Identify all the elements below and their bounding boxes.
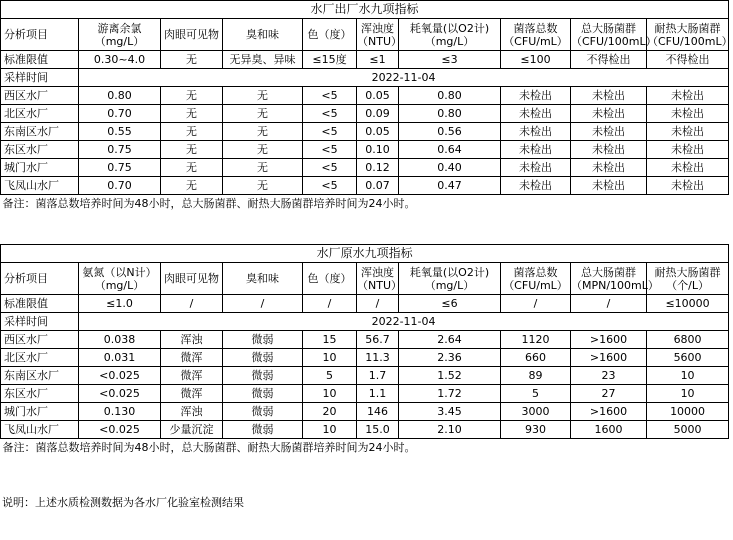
limit-cell: 无异臭、异味 xyxy=(223,51,303,69)
plant-name: 西区水厂 xyxy=(1,87,79,105)
value-cell: 0.07 xyxy=(357,177,399,195)
value-cell: <5 xyxy=(303,105,357,123)
raw-water-table xyxy=(0,244,729,456)
column-header-line: （个/L） xyxy=(666,278,709,292)
limit-cell: ≤1 xyxy=(357,51,399,69)
column-header-line: 菌落总数 xyxy=(513,21,558,35)
value-cell: <5 xyxy=(303,87,357,105)
column-header-line: 肉眼可见物 xyxy=(164,28,219,41)
limit-cell: / xyxy=(357,295,399,313)
value-cell: 5 xyxy=(501,385,571,403)
value-cell: 未检出 xyxy=(647,177,729,195)
limit-row xyxy=(1,51,729,69)
limit-cell: / xyxy=(303,295,357,313)
value-cell: 1.72 xyxy=(399,385,501,403)
value-cell: 无 xyxy=(161,141,223,159)
column-header-line: 氨氮（以N计） xyxy=(82,265,157,279)
table-row xyxy=(1,159,729,177)
value-cell: 10 xyxy=(303,385,357,403)
value-cell: 微弱 xyxy=(223,403,303,421)
value-cell: 无 xyxy=(161,177,223,195)
value-cell: <5 xyxy=(303,123,357,141)
value-cell: 未检出 xyxy=(501,141,571,159)
value-cell: >1600 xyxy=(571,403,647,421)
value-cell: 23 xyxy=(571,367,647,385)
value-cell: 20 xyxy=(303,403,357,421)
value-cell: 0.10 xyxy=(357,141,399,159)
column-header xyxy=(571,19,657,51)
value-cell: 未检出 xyxy=(647,141,729,159)
column-header-line: 浑浊度 xyxy=(361,21,394,35)
value-cell: 5 xyxy=(303,367,357,385)
table-row xyxy=(1,385,729,403)
limit-cell: ≤10000 xyxy=(647,295,729,313)
value-cell: 2.36 xyxy=(399,349,501,367)
value-cell: 未检出 xyxy=(647,159,729,177)
value-cell: 未检出 xyxy=(571,105,647,123)
value-cell: 0.47 xyxy=(399,177,501,195)
value-cell: 0.64 xyxy=(399,141,501,159)
value-cell: >1600 xyxy=(571,331,647,349)
column-header-line: 肉眼可见物 xyxy=(164,272,219,285)
value-cell: 2.64 xyxy=(399,331,501,349)
column-header xyxy=(1,19,79,51)
column-header-line: 耗氧量(以O2计) xyxy=(409,21,490,35)
value-cell: 56.7 xyxy=(357,331,399,349)
value-cell: 微弱 xyxy=(223,367,303,385)
column-header-line: （CFU/100mL） xyxy=(571,34,657,48)
column-header xyxy=(223,19,303,51)
limit-cell: / xyxy=(501,295,571,313)
sample-date: 2022-11-04 xyxy=(79,69,729,87)
value-cell: 660 xyxy=(501,349,571,367)
value-cell: 无 xyxy=(161,123,223,141)
column-header-line: 分析项目 xyxy=(4,28,48,41)
value-cell: 未检出 xyxy=(571,177,647,195)
table-title-row xyxy=(1,1,729,19)
limit-cell: ≤100 xyxy=(501,51,571,69)
value-cell: 无 xyxy=(161,87,223,105)
finished-water-table xyxy=(0,0,733,212)
plant-name: 北区水厂 xyxy=(1,349,79,367)
value-cell: 未检出 xyxy=(647,105,729,123)
plant-name: 北区水厂 xyxy=(1,105,79,123)
value-cell: 15.0 xyxy=(357,421,399,439)
value-cell: 1.52 xyxy=(399,367,501,385)
limit-cell: ≤6 xyxy=(399,295,501,313)
value-cell: <0.025 xyxy=(79,421,161,439)
note-row xyxy=(1,439,729,457)
plant-name: 城门水厂 xyxy=(1,403,79,421)
column-header xyxy=(79,19,161,51)
value-cell: 0.56 xyxy=(399,123,501,141)
value-cell: <0.025 xyxy=(79,385,161,403)
value-cell: 0.80 xyxy=(399,105,501,123)
value-cell: 0.70 xyxy=(79,105,161,123)
value-cell: 930 xyxy=(501,421,571,439)
value-cell: 0.70 xyxy=(79,177,161,195)
row-label: 采样时间 xyxy=(1,313,79,331)
sample-time-row xyxy=(1,69,729,87)
value-cell: 无 xyxy=(223,87,303,105)
value-cell: 未检出 xyxy=(501,105,571,123)
column-header-line: 色（度） xyxy=(307,272,352,285)
plant-name: 东南区水厂 xyxy=(1,367,79,385)
value-cell: 浑浊 xyxy=(161,403,223,421)
limit-cell: 无 xyxy=(161,51,223,69)
column-header-line: （CFU/100mL） xyxy=(647,34,733,48)
limit-row xyxy=(1,295,729,313)
column-header-line: 耐热大肠菌群 xyxy=(654,21,721,35)
column-header-line: （NTU） xyxy=(357,278,402,292)
value-cell: 微弱 xyxy=(223,349,303,367)
value-cell: 微浑 xyxy=(161,385,223,403)
table-title: 水厂出厂水九项指标 xyxy=(1,1,729,19)
column-header-line: 耐热大肠菌群 xyxy=(654,265,721,279)
note-row xyxy=(1,195,729,213)
table-row xyxy=(1,403,729,421)
value-cell: 无 xyxy=(161,159,223,177)
row-label: 采样时间 xyxy=(1,69,79,87)
value-cell: 微弱 xyxy=(223,331,303,349)
table-title: 水厂原水九项指标 xyxy=(1,245,729,263)
value-cell: 未检出 xyxy=(571,141,647,159)
value-cell: 1.1 xyxy=(357,385,399,403)
sample-date: 2022-11-04 xyxy=(79,313,729,331)
column-header-line: （NTU） xyxy=(357,34,402,48)
value-cell: 5600 xyxy=(647,349,729,367)
column-header-line: （mg/L） xyxy=(424,278,475,292)
value-cell: 11.3 xyxy=(357,349,399,367)
value-cell: 0.75 xyxy=(79,159,161,177)
value-cell: 146 xyxy=(357,403,399,421)
value-cell: 0.031 xyxy=(79,349,161,367)
value-cell: 0.12 xyxy=(357,159,399,177)
value-cell: 无 xyxy=(223,141,303,159)
column-header-line: 游离余氯 xyxy=(97,21,142,35)
table-note: 备注：菌落总数培养时间为48小时，总大肠菌群、耐热大肠菌群培养时间为24小时。 xyxy=(1,195,729,213)
limit-cell: ≤3 xyxy=(399,51,501,69)
value-cell: 未检出 xyxy=(501,159,571,177)
column-header xyxy=(501,19,571,51)
column-header xyxy=(161,263,223,295)
column-header-line: （MPN/100mL） xyxy=(571,278,659,292)
value-cell: 未检出 xyxy=(647,123,729,141)
table-note: 备注：菌落总数培养时间为48小时，总大肠菌群、耐热大肠菌群培养时间为24小时。 xyxy=(1,439,729,457)
value-cell: 微浑 xyxy=(161,349,223,367)
value-cell: <5 xyxy=(303,141,357,159)
table-row xyxy=(1,123,729,141)
value-cell: <5 xyxy=(303,159,357,177)
value-cell: 1600 xyxy=(571,421,647,439)
table-row xyxy=(1,141,729,159)
column-header-line: （mg/L） xyxy=(94,34,145,48)
value-cell: 未检出 xyxy=(571,123,647,141)
table-row xyxy=(1,105,729,123)
plant-name: 飞凤山水厂 xyxy=(1,421,79,439)
limit-cell: / xyxy=(161,295,223,313)
value-cell: 1120 xyxy=(501,331,571,349)
limit-cell: 不得检出 xyxy=(571,51,647,69)
plant-name: 飞凤山水厂 xyxy=(1,177,79,195)
value-cell: 未检出 xyxy=(501,123,571,141)
column-header xyxy=(357,263,402,295)
value-cell: 无 xyxy=(223,123,303,141)
value-cell: 0.75 xyxy=(79,141,161,159)
value-cell: 无 xyxy=(223,159,303,177)
value-cell: 1.7 xyxy=(357,367,399,385)
header-row xyxy=(1,19,729,51)
value-cell: 89 xyxy=(501,367,571,385)
column-header xyxy=(399,263,501,295)
column-header-line: 浑浊度 xyxy=(361,265,394,279)
value-cell: 未检出 xyxy=(647,87,729,105)
column-header-line: 总大肠菌群 xyxy=(581,265,636,279)
value-cell: 0.09 xyxy=(357,105,399,123)
table-title-row xyxy=(1,245,729,263)
value-cell: 10 xyxy=(647,385,729,403)
column-header xyxy=(161,19,223,51)
column-header-line: （mg/L） xyxy=(94,278,145,292)
column-header xyxy=(303,263,357,295)
value-cell: 微弱 xyxy=(223,421,303,439)
column-header-line: 臭和味 xyxy=(246,272,279,285)
column-header xyxy=(571,263,659,295)
column-header-line: 色（度） xyxy=(307,28,352,41)
plant-name: 西区水厂 xyxy=(1,331,79,349)
column-header xyxy=(303,19,357,51)
value-cell: <5 xyxy=(303,177,357,195)
value-cell: 10 xyxy=(303,349,357,367)
value-cell: 27 xyxy=(571,385,647,403)
column-header xyxy=(79,263,161,295)
table-row xyxy=(1,421,729,439)
value-cell: 无 xyxy=(161,105,223,123)
plant-name: 东南区水厂 xyxy=(1,123,79,141)
value-cell: 0.40 xyxy=(399,159,501,177)
plant-name: 城门水厂 xyxy=(1,159,79,177)
value-cell: >1600 xyxy=(571,349,647,367)
value-cell: 少量沉淀 xyxy=(161,421,223,439)
column-header-line: 菌落总数 xyxy=(513,265,558,279)
limit-cell: 0.30~4.0 xyxy=(79,51,161,69)
value-cell: 3000 xyxy=(501,403,571,421)
table-row xyxy=(1,331,729,349)
value-cell: 未检出 xyxy=(501,87,571,105)
sample-time-row xyxy=(1,313,729,331)
plant-name: 东区水厂 xyxy=(1,141,79,159)
column-header xyxy=(399,19,501,51)
limit-cell: ≤15度 xyxy=(303,51,357,69)
value-cell: 10 xyxy=(303,421,357,439)
value-cell: 未检出 xyxy=(501,177,571,195)
value-cell: 10000 xyxy=(647,403,729,421)
table-row xyxy=(1,367,729,385)
column-header-line: （CFU/mL） xyxy=(503,278,568,292)
value-cell: 浑浊 xyxy=(161,331,223,349)
value-cell: 未检出 xyxy=(571,159,647,177)
column-header xyxy=(357,19,402,51)
value-cell: 微弱 xyxy=(223,385,303,403)
row-label: 标准限值 xyxy=(1,51,79,69)
column-header-line: （CFU/mL） xyxy=(503,34,568,48)
table-row xyxy=(1,349,729,367)
value-cell: 微浑 xyxy=(161,367,223,385)
column-header-line: 耗氧量(以O2计) xyxy=(409,265,490,279)
table-row xyxy=(1,87,729,105)
value-cell: 0.05 xyxy=(357,123,399,141)
value-cell: 6800 xyxy=(647,331,729,349)
value-cell: 0.55 xyxy=(79,123,161,141)
value-cell: 未检出 xyxy=(571,87,647,105)
limit-cell: 不得检出 xyxy=(647,51,729,69)
column-header xyxy=(1,263,79,295)
column-header-line: 总大肠菌群 xyxy=(581,21,636,35)
value-cell: 0.05 xyxy=(357,87,399,105)
value-cell: 0.80 xyxy=(79,87,161,105)
value-cell: 0.038 xyxy=(79,331,161,349)
value-cell: 无 xyxy=(223,177,303,195)
value-cell: 10 xyxy=(647,367,729,385)
column-header-line: 臭和味 xyxy=(246,28,279,41)
header-row xyxy=(1,263,729,295)
value-cell: 0.80 xyxy=(399,87,501,105)
plant-name: 东区水厂 xyxy=(1,385,79,403)
column-header-line: （mg/L） xyxy=(424,34,475,48)
column-header xyxy=(501,263,571,295)
limit-cell: ≤1.0 xyxy=(79,295,161,313)
column-header xyxy=(647,19,733,51)
value-cell: 15 xyxy=(303,331,357,349)
value-cell: 2.10 xyxy=(399,421,501,439)
limit-cell: / xyxy=(223,295,303,313)
table-row xyxy=(1,177,729,195)
value-cell: 3.45 xyxy=(399,403,501,421)
summary-note: 说明：上述水质检测数据为各水厂化验室检测结果 xyxy=(2,496,244,509)
value-cell: 5000 xyxy=(647,421,729,439)
value-cell: 0.130 xyxy=(79,403,161,421)
column-header xyxy=(223,263,303,295)
value-cell: 无 xyxy=(223,105,303,123)
limit-cell: / xyxy=(571,295,647,313)
row-label: 标准限值 xyxy=(1,295,79,313)
column-header-line: 分析项目 xyxy=(4,272,48,285)
value-cell: <0.025 xyxy=(79,367,161,385)
